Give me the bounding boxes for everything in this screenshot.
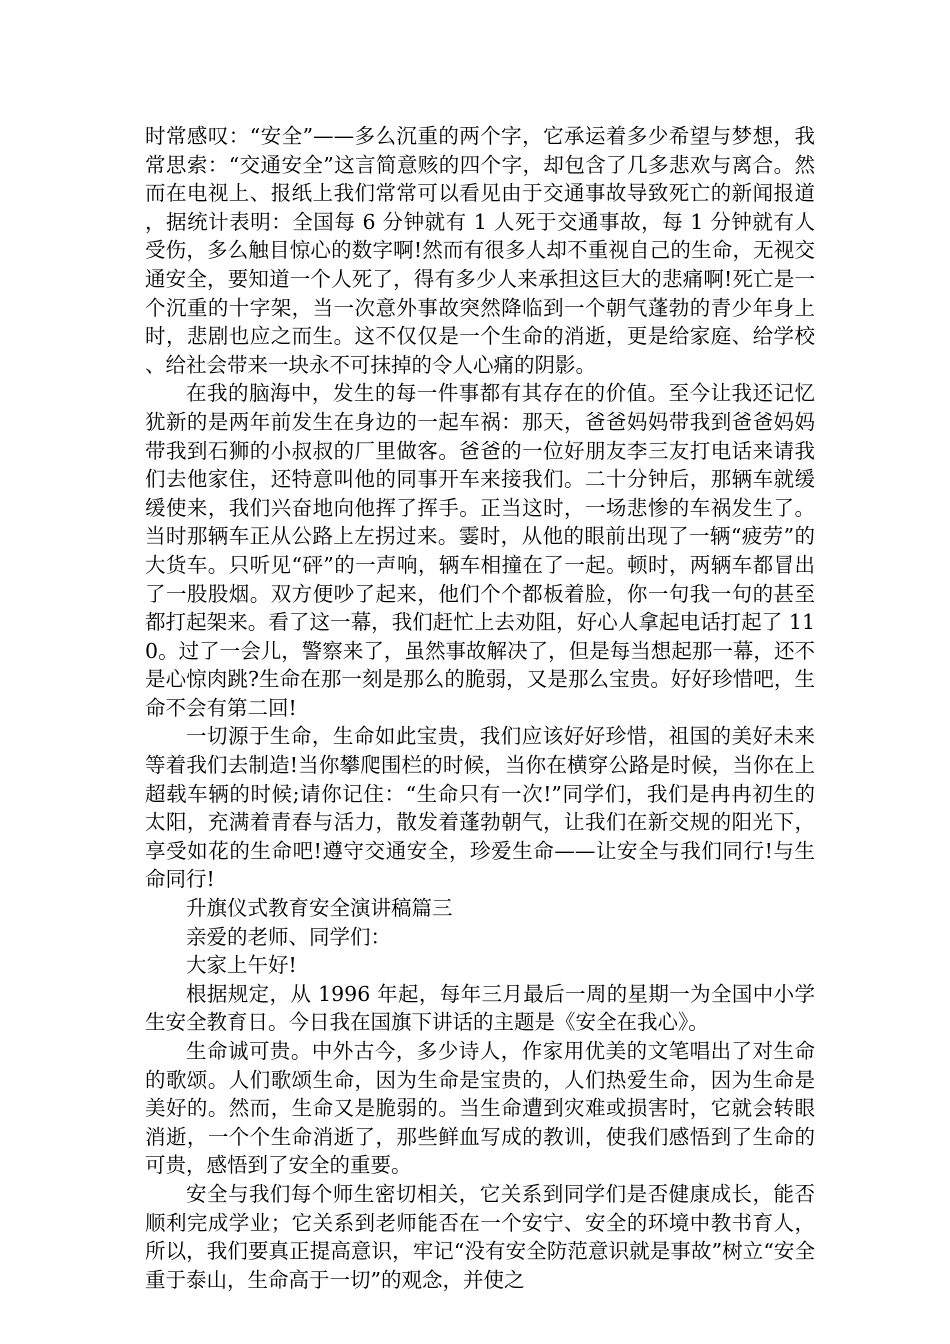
document-body [145,122,815,1294]
paragraph-intro: 时常感叹：“安全”——多么沉重的两个字，它承运着多少希望与梦想，我常思索：“交通安全”这言简意赅的四个字，却包含了几多悲欢与离合。然而在电视上、报纸上我们常常可以看见由于交通事故导致死亡的新闻报道，据统计表明：全国每 6 分钟就有 1 人死于交通事故，每 1 分钟就有人受伤，多么触目惊心的数字啊!然而有很多人却不重视自己的生命，无视交通安全，要知道一个人死了，得有多少人来承担这巨大的悲痛啊!死亡是一个沉重的十字架，当一次意外事故突然降临到一个朝气蓬勃的青少年身上时，悲剧也应之而生。这不仅仅是一个生命的消逝，更是给家庭、给学校、给社会带来一块永不可抹掉的令人心痛的阴影。 [145,124,815,377]
paragraph-car-accident-story: 在我的脑海中，发生的每一件事都有其存在的价值。至今让我还记忆犹新的是两年前发生在身边的一起车祸：那天，爸爸妈妈带我到爸爸妈妈带我到石狮的小叔叔的厂里做客。爸爸的一位好朋友李三友打电话来请我们去他家住，还特意叫他的同事开车来接我们。二十分钟后，那辆车就缓缓使来，我们兴奋地向他挥了挥手。正当这时，一场悲惨的车祸发生了。当时那辆车正从公路上左拐过来。霎时，从他的眼前出现了一辆“疲劳”的大货车。只听见“砰”的一声响，辆车相撞在了一起。顿时，两辆车都冒出了一股股烟。双方便吵了起来，他们个个都板着脸，你一句我一句的甚至都打起架来。看了这一幕，我们赶忙上去劝阻，好心人拿起电话打起了 110。过了一会儿，警察来了，虽然事故解决了，但是每当想起那一幕，还不是心惊肉跳?生命在那一刻是那么的脆弱，又是那么宝贵。好好珍惜吧，生命不会有第二回! [145,381,815,720]
salutation: 亲爱的老师、同学们： [186,924,391,949]
paragraph-life-precious: 生命诚可贵。中外古今，多少诗人，作家用优美的文笔唱出了对生命的歌颂。人们歌颂生命，因为生命是宝贵的，人们热爱生命，因为生命是美好的。然而，生命又是脆弱的。当生命遭到灾难或损害时，它就会转眼消逝，一个个生命消逝了，那些鲜血写成的教训，使我们感悟到了生命的可贵，感悟到了安全的重要。 [145,1039,815,1178]
paragraph-safety-day: 根据规定，从 1996 年起，每年三月最后一周的星期一为全国中小学生安全教育日。今日我在国旗下讲话的主题是《安全在我心》。 [145,981,815,1035]
paragraph-cherish-life: 一切源于生命，生命如此宝贵，我们应该好好珍惜，祖国的美好未来等着我们去制造!当你攀爬围栏的时候，当你在横穿公路是时候，当你在上超载车辆的时候;请你记住：“生命只有一次!”同学们，我们是冉冉初生的太阳，充满着青春与活力，散发着蓬勃朝气，让我们在新交规的阳光下，享受如花的生命吧!遵守交通安全，珍爱生命——让安全与我们同行!与生命同行! [145,724,815,892]
greeting: 大家上午好! [186,953,297,978]
section-title: 升旗仪式教育安全演讲稿篇三 [186,896,453,921]
paragraph-safety-relevance: 安全与我们每个师生密切相关，它关系到同学们是否健康成长，能否顺利完成学业；它关系到老师能否在一个安宁、安全的环境中教书育人，所以，我们要真正提高意识，牢记“没有安全防范意识就是事故”树立“安全重于泰山，生命高于一切”的观念，并使之 [145,1181,815,1292]
